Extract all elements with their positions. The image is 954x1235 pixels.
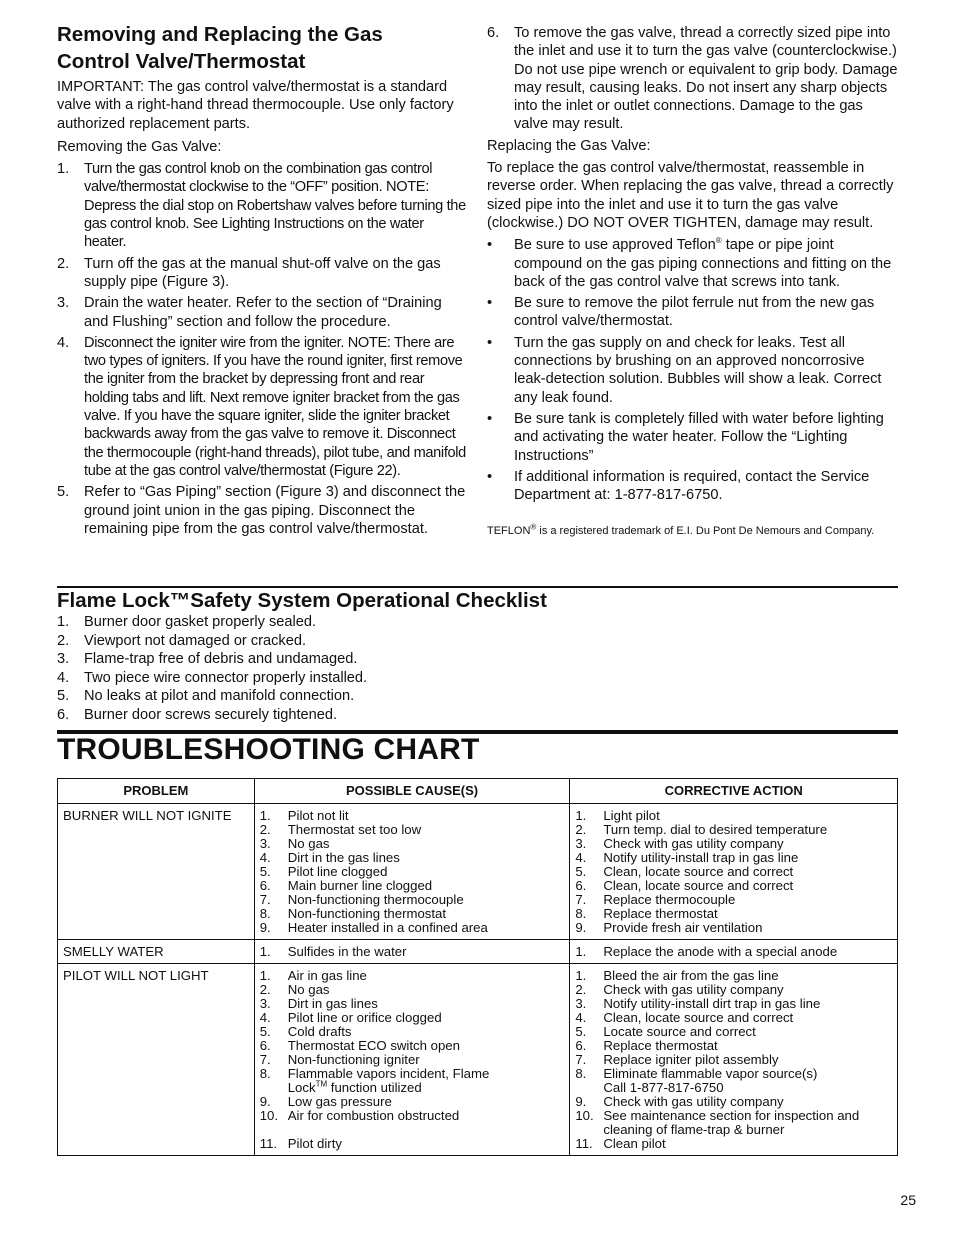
left-column: [57, 22, 469, 541]
checklist-item: 6. Burner door screws securely tightened.: [57, 706, 338, 723]
checklist-item: 3. Flame-trap free of debris and undamaged.: [57, 651, 358, 668]
bullet-item: • If additional information is required, contact the Service Department at: 1-877-817-6750.: [487, 468, 870, 504]
cause-item: 10. Air for combustion obstructed: [259, 1108, 460, 1123]
table-header-row: [58, 779, 898, 804]
table-row: [58, 940, 898, 964]
cause-item: 2. No gas: [259, 982, 330, 997]
removal-steps-continued: [487, 24, 899, 134]
cause-item: 9. Low gas pressure: [259, 1094, 392, 1109]
replacing-text: To replace the gas control valve/thermostat, reassemble in reverse order. When replacing the gas valve, thread a correctly sized pipe into the inlet and use it to turn the gas valve (clockwise.) DO NOT OVER TIGHTEN, damage may result.: [487, 160, 894, 231]
table-row: [58, 964, 898, 1156]
header-problem: PROBLEM: [58, 779, 255, 804]
cause-item: 9. Heater installed in a confined area: [259, 920, 488, 935]
action-item: 6. Clean, locate source and correct: [575, 878, 794, 893]
action-item: 7. Replace igniter pilot assembly: [575, 1052, 779, 1067]
troubleshooting-table: [57, 778, 898, 1156]
page-number: 25: [900, 1192, 916, 1208]
section-title-line1: Removing and Replacing the Gas: [57, 23, 383, 46]
action-item: 10. See maintenance section for inspection and cleaning of flame-trap & burner: [575, 1108, 860, 1137]
important-note: IMPORTANT: The gas control valve/thermostat is a standard valve with a right-hand thread thermocouple. Use only factory authorized replacement parts.: [57, 79, 454, 132]
cause-item: 4. Dirt in the gas lines: [259, 850, 400, 865]
checklist-item: 4. Two piece wire connector properly installed.: [57, 669, 368, 686]
action-cell: [570, 964, 898, 1156]
header-causes: POSSIBLE CAUSE(S): [254, 779, 570, 804]
action-item: 1. Replace the anode with a special anode: [575, 944, 838, 959]
section-title-line2: Control Valve/Thermostat: [57, 49, 306, 73]
trademark-note: TEFLON® is a registered trademark of E.I. Du Pont De Nemours and Company.: [487, 522, 875, 538]
action-cell: [570, 804, 898, 940]
removal-step: 3. Drain the water heater. Refer to the section of “Draining and Flushing” section and follow the procedure.: [57, 295, 442, 330]
action-item: 3. Check with gas utility company: [575, 836, 784, 851]
action-item: 1. Light pilot: [575, 808, 660, 823]
action-item: 6. Replace thermostat: [575, 1038, 718, 1053]
problem-cell: PILOT WILL NOT LIGHT: [58, 964, 255, 1156]
cause-item: 1. Sulfides in the water: [259, 944, 407, 959]
cause-item: 4. Pilot line or orifice clogged: [259, 1010, 442, 1025]
checklist-items: [57, 613, 898, 725]
removal-step: 1. Turn the gas control knob on the combination gas control valve/thermostat clockwise to the “OFF” position. NOTE: Depress the dial stop on Robertshaw valves before turning the gas control knob. See Lighting Instructions on the water heater.: [57, 161, 466, 251]
action-item: 9. Check with gas utility company: [575, 1094, 784, 1109]
section-title: [57, 22, 469, 75]
problem-cell: SMELLY WATER: [58, 940, 255, 964]
action-item: 7. Replace thermocouple: [575, 892, 736, 907]
action-item: 8. Eliminate flammable vapor source(s) Call 1-877-817-6750: [575, 1066, 818, 1095]
cause-item: 6. Thermostat ECO switch open: [259, 1038, 460, 1053]
checklist-item: 2. Viewport not damaged or cracked.: [57, 632, 307, 649]
removal-step: 2. Turn off the gas at the manual shut-off valve on the gas supply pipe (Figure 3).: [57, 255, 441, 290]
cause-item: 3. No gas: [259, 836, 330, 851]
causes-cell: [254, 964, 570, 1156]
cause-item: 1. Pilot not lit: [259, 808, 349, 823]
right-column: [487, 24, 899, 538]
cause-item: 7. Non-functioning igniter: [259, 1052, 420, 1067]
header-action: CORRECTIVE ACTION: [570, 779, 898, 804]
causes-cell: [254, 940, 570, 964]
section-divider: [57, 586, 898, 588]
bullet-item: • Be sure to use approved Teflon® tape or pipe joint compound on the gas piping connections and fitting on the back of the gas control valve that screws into tank.: [487, 236, 892, 290]
action-item: 4. Notify utility-install trap in gas line: [575, 850, 799, 865]
flame-lock-checklist: [57, 589, 898, 725]
spacer: [260, 1123, 565, 1137]
action-cell: [570, 940, 898, 964]
action-item: 5. Clean, locate source and correct: [575, 864, 794, 879]
action-item: 2. Check with gas utility company: [575, 982, 784, 997]
checklist-item: 1. Burner door gasket properly sealed.: [57, 614, 317, 630]
action-item: 11. Clean pilot: [575, 1136, 666, 1151]
bullet-item: • Be sure tank is completely filled with water before lighting and activating the water heater. Follow the “Lighting Instructions”: [487, 410, 884, 464]
action-item: 4. Clean, locate source and correct: [575, 1010, 794, 1025]
bullet-item: • Be sure to remove the pilot ferrule nut from the new gas control valve/thermostat.: [487, 295, 875, 330]
cause-item: 3. Dirt in gas lines: [259, 996, 378, 1011]
action-item: 9. Provide fresh air ventilation: [575, 920, 763, 935]
checklist-title: Flame Lock™Safety System Operational Checklist: [57, 589, 547, 612]
removal-step: 4. Disconnect the igniter wire from the igniter. NOTE: There are two types of igniters. If you have the round igniter, first remove the igniter from the bracket by depressing front and rear holding tabs and lift. Next remove igniter bracket from the gas valve. If you have the square igniter, slide the igniter bracket backwards away from the gas valve to remove it. Disconnect the thermocouple (right-hand threads), pilot tube, and manifold tube at the gas control valve/thermostat (Figure 22).: [57, 334, 466, 479]
bullet-item: • Turn the gas supply on and check for leaks. Test all connections by brushing on an approved noncorrosive leak-detection solution. Bubbles will show a leak. Correct any leak found.: [487, 334, 882, 406]
action-item: 3. Notify utility-install dirt trap in gas line: [575, 996, 821, 1011]
action-item: 8. Replace thermostat: [575, 906, 718, 921]
removal-step: 5. Refer to “Gas Piping” section (Figure 3) and disconnect the ground joint union in the gas piping. Disconnect the remaining pipe from the gas control valve/thermostat.: [57, 484, 466, 537]
action-item: 5. Locate source and correct: [575, 1024, 756, 1039]
removing-subhead: Removing the Gas Valve:: [57, 138, 222, 155]
cause-item: 1. Air in gas line: [259, 968, 367, 983]
replacing-subhead: Replacing the Gas Valve:: [487, 137, 651, 154]
cause-item: 7. Non-functioning thermocouple: [259, 892, 464, 907]
removal-step: 6. To remove the gas valve, thread a correctly sized pipe into the inlet and use it to turn the gas valve (counterclockwise.) Do not use pipe wrench or equivalent to grip body. Damage may result, causing leaks. Do not insert any sharp objects into the inlet or outlet connections. Damage to the gas valve may result.: [487, 25, 898, 133]
cause-item: 5. Pilot line clogged: [259, 864, 388, 879]
table-row: [58, 804, 898, 940]
removal-steps: [57, 160, 469, 538]
cause-item: 8. Flammable vapors incident, Flame Lock™ function utilized: [259, 1066, 490, 1095]
cause-item: 6. Main burner line clogged: [259, 878, 433, 893]
cause-item: 2. Thermostat set too low: [259, 822, 422, 837]
cause-item: 8. Non-functioning thermostat: [259, 906, 447, 921]
cause-item: 5. Cold drafts: [259, 1024, 352, 1039]
chart-title: TROUBLESHOOTING CHART: [57, 733, 480, 766]
cause-item: 11. Pilot dirty: [259, 1136, 342, 1151]
action-item: 1. Bleed the air from the gas line: [575, 968, 779, 983]
replacement-bullets: [487, 236, 899, 504]
checklist-item: 5. No leaks at pilot and manifold connection.: [57, 688, 355, 705]
action-item: 2. Turn temp. dial to desired temperature: [575, 822, 828, 837]
causes-cell: [254, 804, 570, 940]
problem-cell: BURNER WILL NOT IGNITE: [58, 804, 255, 940]
